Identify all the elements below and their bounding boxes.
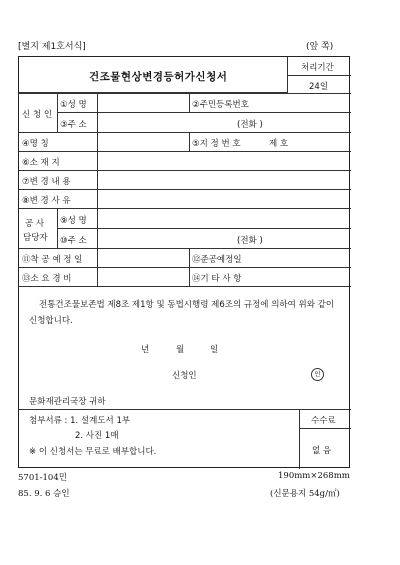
construction-group-label: 공 사 <box>25 219 45 229</box>
form-code: 5701-104민 <box>18 473 67 483</box>
date-year: 년 <box>141 345 150 355</box>
seal-mark: 인 <box>311 368 324 381</box>
fee-label: 수수료 <box>311 416 336 426</box>
page-side: (앞 쪽) <box>306 42 334 52</box>
completion-date-label: ⑫준공예정일 <box>192 255 242 265</box>
construction-group-label-2: 담당자 <box>23 233 48 243</box>
resident-number-label: ②주민등록번호 <box>192 100 249 110</box>
processing-period-value: 24일 <box>309 82 329 92</box>
statement-text: 전통건조물보존법 제8조 제1항 및 동법시행령 제6조의 규정에 의하여 위와 같이 신청합니다. <box>29 300 335 326</box>
applicant-phone-label: (전화 ) <box>237 120 263 130</box>
location-label: ⑥소 재 지 <box>22 158 60 168</box>
manager-phone-label: (전화 ) <box>237 236 263 246</box>
recipient-label: 문화재관리국장 귀하 <box>29 397 106 407</box>
other-items-label: ⑭기 타 사 항 <box>192 274 242 284</box>
date-day: 일 <box>210 345 219 355</box>
attachments-label: 첨부서류 : 1. 설계도서 1부 <box>29 416 131 426</box>
attachments-item-2: 2. 사진 1매 <box>75 431 119 441</box>
start-date-label: ⑪착 공 예 정 일 <box>22 255 83 265</box>
date-month: 월 <box>176 345 185 355</box>
applicant-signature-label: 신청인 <box>172 371 197 381</box>
application-form <box>18 56 350 468</box>
form-number: [별지 제1호서식] <box>18 42 86 52</box>
manager-name-label: ⑨성 명 <box>60 216 87 226</box>
change-content-label: ⑦변 경 내 용 <box>22 177 71 187</box>
manager-address-label: ⑩주 소 <box>60 236 87 246</box>
processing-period-label: 처리기간 <box>301 63 334 73</box>
paper-type: (신문용지 54g/㎡) <box>270 489 340 499</box>
designation-number-value: 제 호 <box>269 139 289 149</box>
applicant-group-label: 신 청 인 <box>22 110 53 120</box>
free-distribution-note: ※ 이 신청서는 무료로 배부합니다. <box>29 447 157 457</box>
paper-size: 190mm×268mm <box>278 471 350 481</box>
designation-number-label: ⑤지 정 번 호 <box>192 139 241 149</box>
applicant-address-label: ③주 소 <box>60 120 87 130</box>
applicant-name-label: ①성 명 <box>60 100 87 110</box>
form-title: 건조물현상변경등허가신청서 <box>89 71 228 83</box>
approval-date: 85. 9. 6 승인 <box>18 489 70 499</box>
fee-value: 없 음 <box>312 446 332 456</box>
building-name-label: ④명 칭 <box>22 139 49 149</box>
cost-label: ⑬소 요 경 비 <box>22 274 72 284</box>
change-reason-label: ⑧변 경 사 유 <box>22 196 71 206</box>
